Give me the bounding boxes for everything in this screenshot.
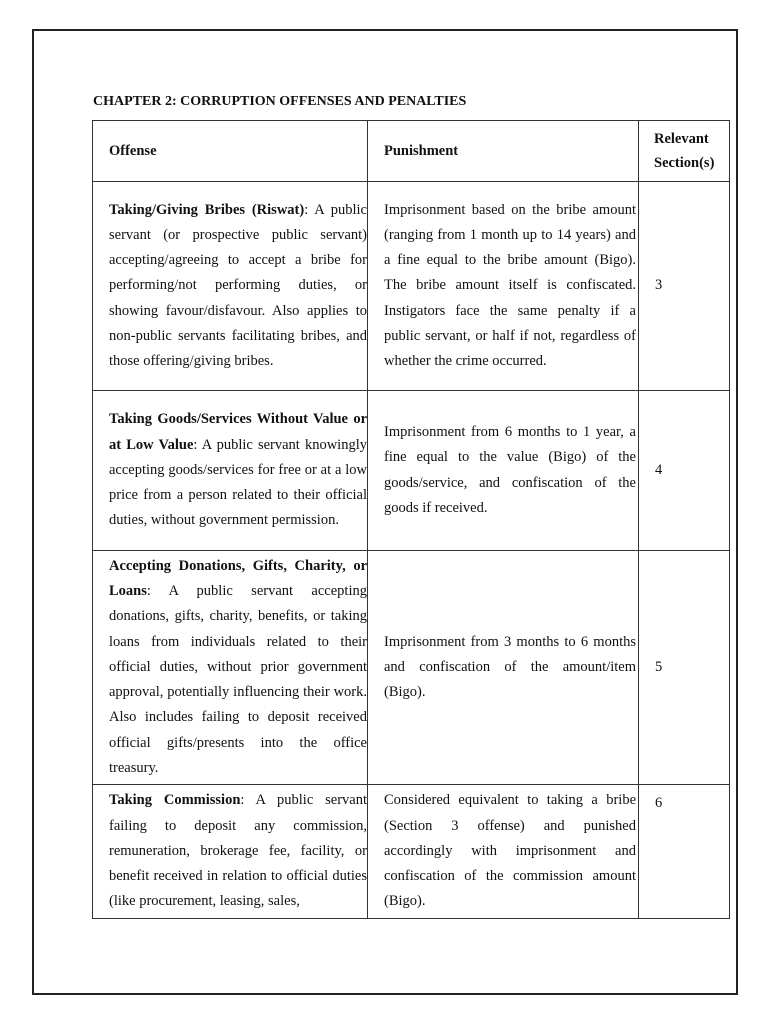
table-row (93, 551, 730, 785)
table-row (93, 182, 730, 391)
section-cell: 5 (639, 551, 730, 785)
offenses-table (92, 120, 730, 919)
punishment-cell: Considered equivalent to taking a bribe (Section 3 offense) and punished accordingly with imprisonment and confiscation of the commission amount (Bigo). (368, 785, 639, 919)
header-section: Relevant Section(s) (639, 121, 730, 182)
offense-description: : A public servant accepting donations, gifts, charity, benefits, or taking loans from individuals related to their official duties, without prior government approval, potentially influencing their work. Also includes failing to deposit received official gifts/presents into the office treasury. (109, 583, 367, 776)
offense-description: : A public servant knowingly accepting goods/services for free or at a low price from a person related to their official duties, without government permission. (109, 436, 367, 529)
table-row (93, 391, 730, 551)
table-header-row (93, 121, 730, 182)
offense-cell (93, 785, 368, 919)
offense-cell (93, 551, 368, 785)
punishment-cell: Imprisonment from 6 months to 1 year, a fine equal to the value (Bigo) of the goods/service, and confiscation of the goods if received. (368, 391, 639, 551)
punishment-cell: Imprisonment from 3 months to 6 months and confiscation of the amount/item (Bigo). (368, 551, 639, 785)
offense-name: Accepting Donations, Gifts, Charity, or Loans (109, 558, 367, 600)
punishment-cell: Imprisonment based on the bribe amount (ranging from 1 month up to 14 years) and a fine equal to the bribe amount (Bigo). The bribe amount itself is confiscated. Instigators face the same penalty if a public servant, or half if not, regardless of whether the crime occurred. (368, 182, 639, 391)
offense-cell (93, 182, 368, 391)
offense-description: : A public servant (or prospective public servant) accepting/agreeing to accept a bribe for performing/not performing duties, or showing favour/disfavour. Also applies to non-public servants facilitating bribes, and those offering/giving bribes. (109, 201, 367, 369)
offense-name: Taking Commission (109, 792, 241, 809)
offense-name: Taking Goods/Services Without Value or at Low Value (109, 411, 367, 453)
section-cell: 6 (639, 785, 730, 919)
offense-cell (93, 391, 368, 551)
offense-description: : A public servant failing to deposit any commission, remuneration, brokerage fee, facility, or benefit received in relation to official duties (like procurement, leasing, sales, (109, 792, 367, 910)
chapter-heading: CHAPTER 2: CORRUPTION OFFENSES AND PENALTIES (93, 94, 467, 109)
section-cell: 3 (639, 182, 730, 391)
section-cell: 4 (639, 391, 730, 551)
offense-name: Taking/Giving Bribes (Riswat) (109, 201, 305, 218)
header-offense: Offense (93, 121, 368, 182)
header-punishment: Punishment (368, 121, 639, 182)
table-row (93, 785, 730, 919)
